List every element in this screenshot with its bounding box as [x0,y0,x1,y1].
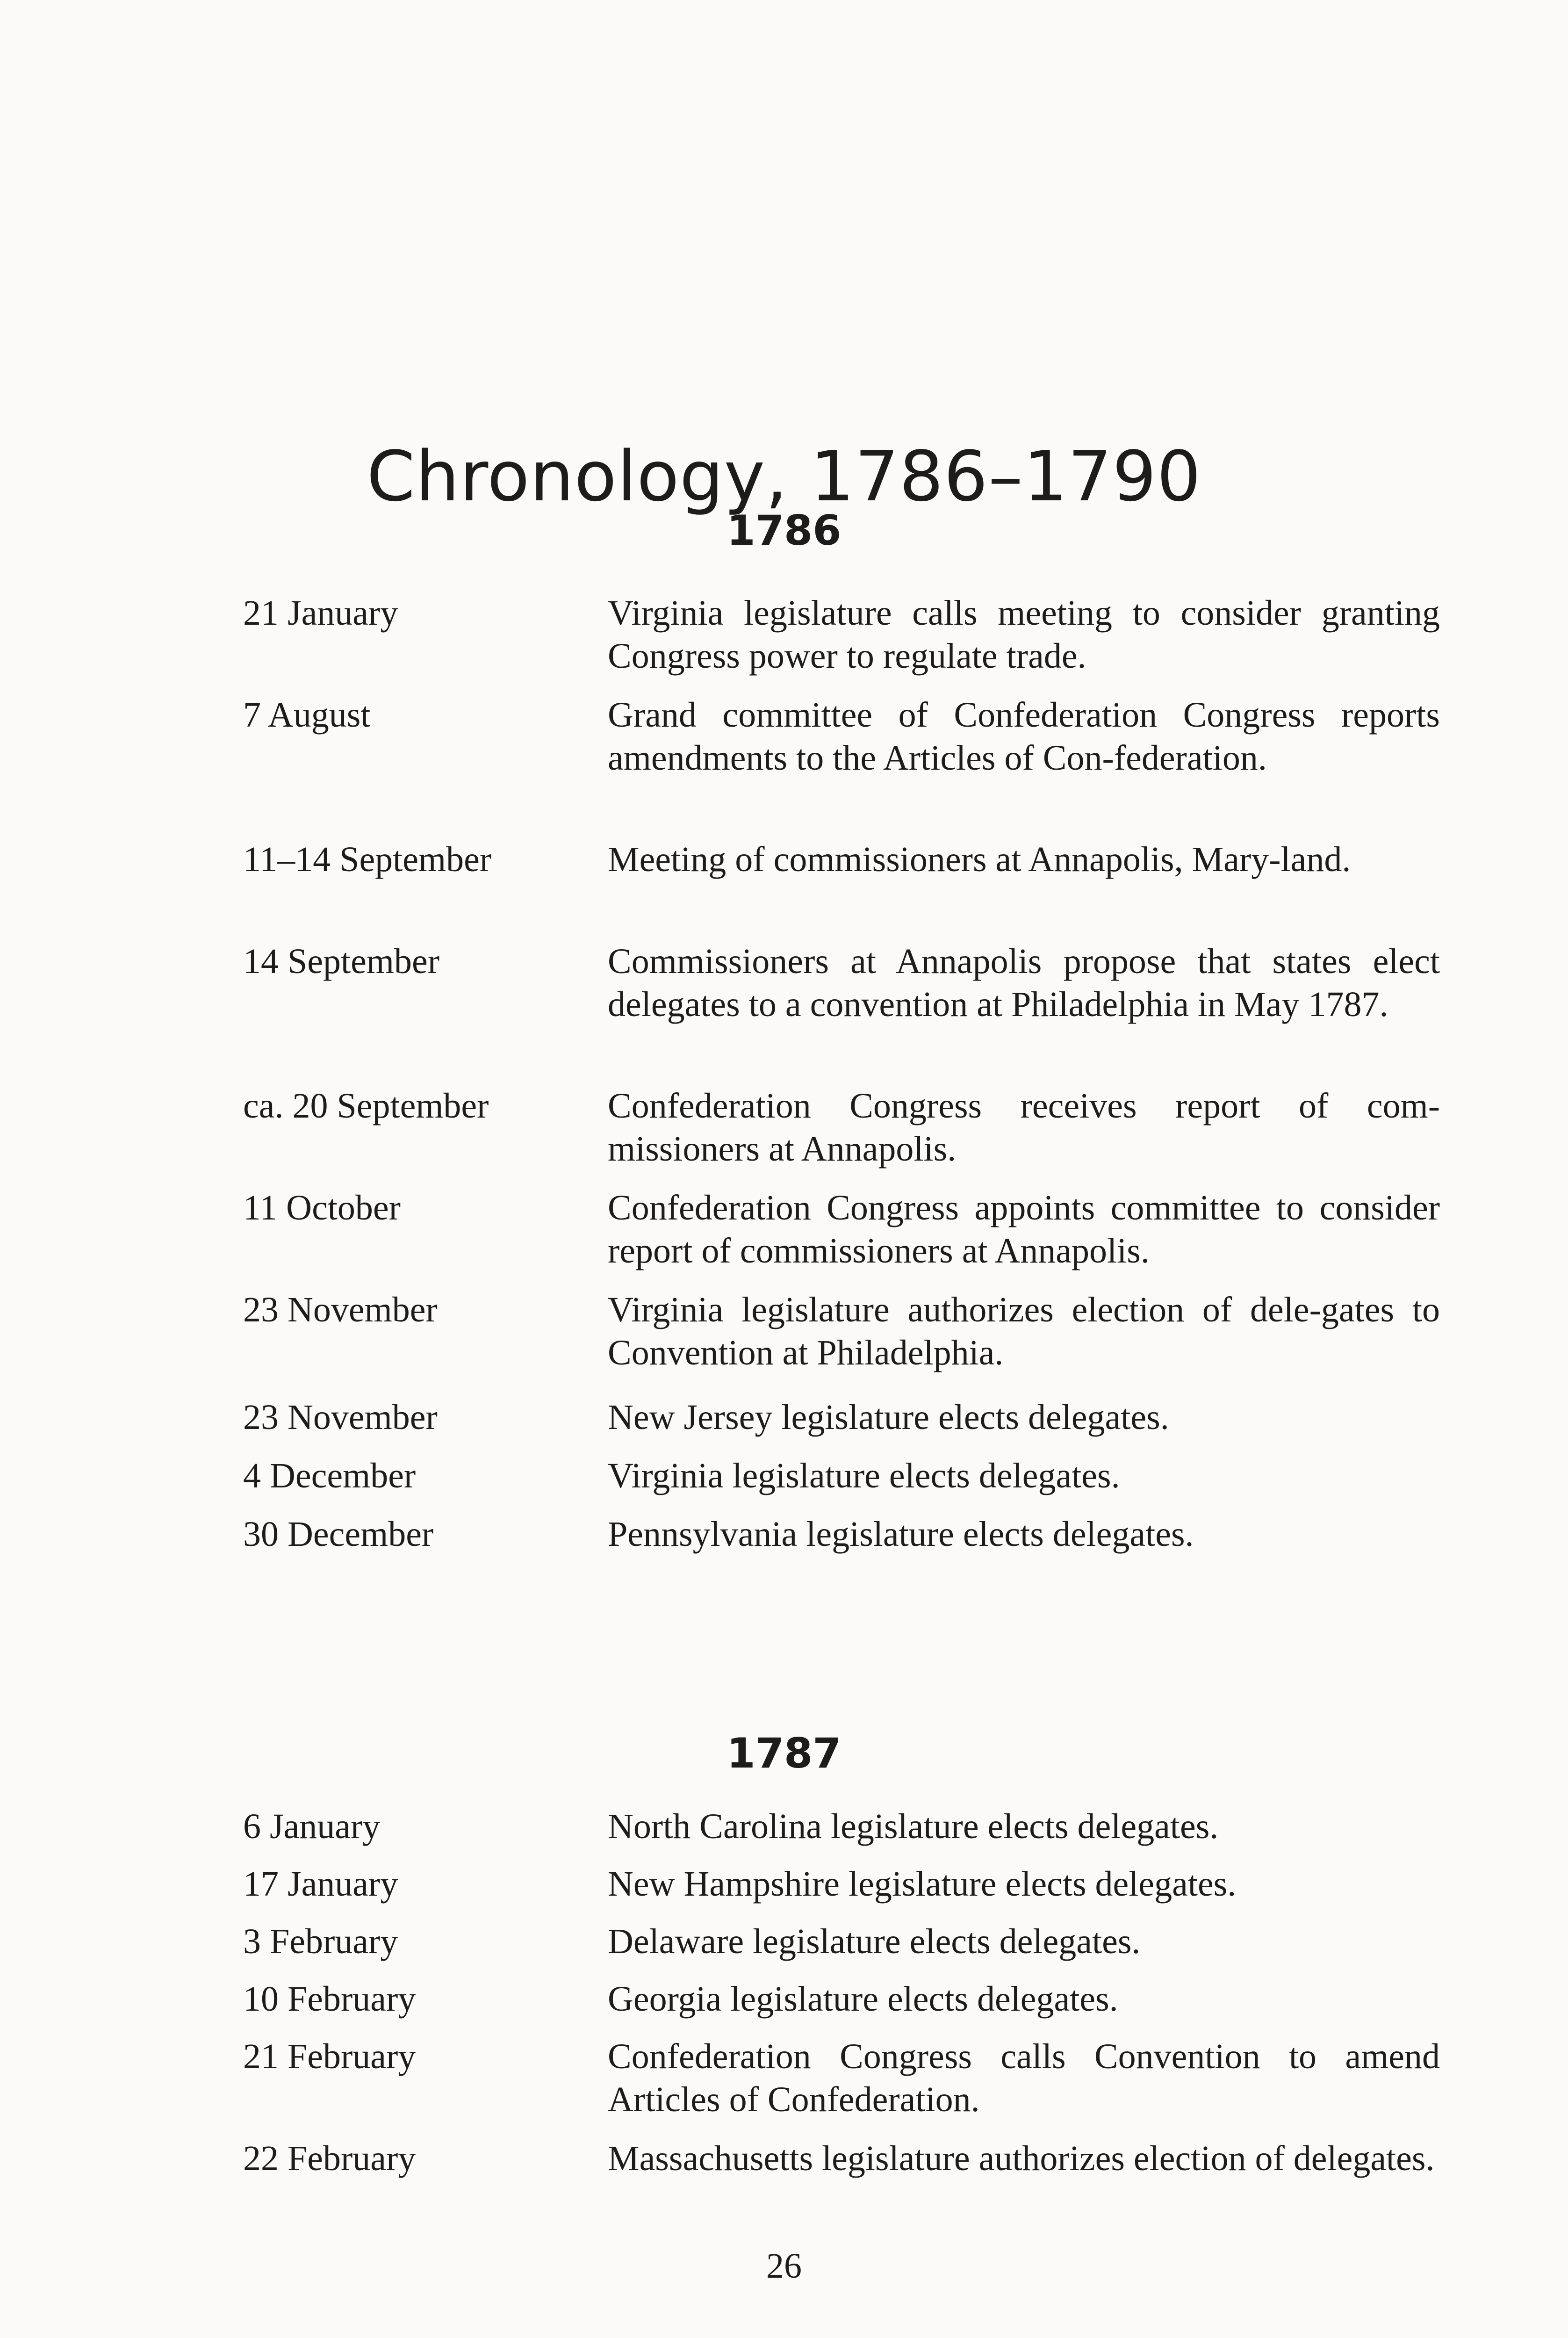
chronology-entry [243,2035,1440,2121]
chronology-entry [243,1920,1440,1963]
page-number: 26 [766,2246,802,2286]
year-heading-1786: 1786 [726,506,842,555]
chronology-entry [243,1288,1440,1374]
chronology-entry [243,1396,1440,1439]
entry-text: Virginia legislature elects delegates. [608,1456,1120,1495]
entry-date: 30 December [243,1515,434,1554]
entry-text: Commissioners at Annapolis propose that states elect delegates to a convention at Philadelphia in May 1787. [608,942,1440,1024]
entry-text: New Jersey legislature elects delegates. [608,1398,1169,1437]
chronology-entry [243,1862,1440,1905]
entry-text: North Carolina legislature elects delegates. [608,1807,1219,1846]
entry-date: 23 November [243,1398,438,1437]
entry-date: 17 January [243,1864,398,1904]
chronology-entry [243,1513,1440,1556]
entry-text: Virginia legislature authorizes election of dele-gates to Convention at Philadelphia. [608,1290,1440,1372]
entry-date: 11 October [243,1188,401,1227]
entry-date: 3 February [243,1922,398,1961]
entry-date: 14 September [243,942,440,981]
entry-text: Confederation Congress receives report of com-missioners at Annapolis. [608,1086,1440,1169]
year-heading-1787: 1787 [726,1729,842,1777]
entry-date: 6 January [243,1807,381,1846]
entry-text: Massachusetts legislature authorizes election of delegates. [608,2139,1435,2178]
chronology-entry [243,838,1440,881]
entry-text: Confederation Congress calls Convention to amend Articles of Confederation. [608,2037,1440,2119]
chronology-entry [243,2137,1440,2180]
entry-date: 21 January [243,593,398,633]
chronology-entry [243,592,1440,678]
entry-date: 11–14 September [243,840,492,879]
page-title: Chronology, 1786–1790 [367,436,1201,517]
entry-text: Virginia legislature calls meeting to consider granting Congress power to regulate trade. [608,593,1440,676]
entry-text: Georgia legislature elects delegates. [608,1979,1118,2019]
entry-date: 10 February [243,1979,416,2019]
entry-text: Confederation Congress appoints committee to consider report of commissioners at Annapolis. [608,1188,1440,1270]
chronology-entry [243,1977,1440,2020]
entry-text: Delaware legislature elects delegates. [608,1922,1141,1961]
chronology-entry [243,693,1440,779]
entry-date: 4 December [243,1456,416,1495]
chronology-entry [243,1805,1440,1848]
chronology-entry [243,1084,1440,1170]
entry-date: 23 November [243,1290,438,1329]
entry-text: New Hampshire legislature elects delegates. [608,1864,1237,1904]
entry-date: 7 August [243,695,371,735]
entry-date: 21 February [243,2037,416,2076]
entry-text: Grand committee of Confederation Congress reports amendments to the Articles of Con-federation. [608,695,1440,778]
entry-date: 22 February [243,2139,416,2178]
chronology-entry [243,940,1440,1026]
chronology-entry [243,1186,1440,1272]
chronology-entry [243,1454,1440,1497]
entry-text: Pennsylvania legislature elects delegates. [608,1515,1194,1554]
entry-date: ca. 20 September [243,1086,489,1126]
entry-text: Meeting of commissioners at Annapolis, Mary-land. [608,840,1351,879]
